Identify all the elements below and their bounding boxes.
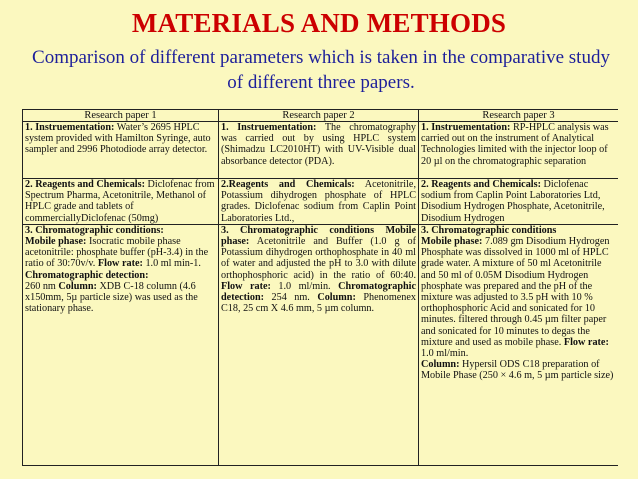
header-research-paper-2: Research paper 2 <box>219 110 419 122</box>
detection-label: Chromatographic detection: <box>25 269 149 281</box>
table-row-chromatographic-conditions <box>23 224 619 465</box>
cell-heading: 2. Reagents and Chemicals: <box>421 179 541 190</box>
flow-rate-label: Flow rate: <box>221 280 271 292</box>
slide-subtitle: Comparison of different parameters which is taken in the comparative study of different three papers. <box>32 47 610 93</box>
table-cell <box>23 122 219 179</box>
column-label: Column: <box>421 359 460 371</box>
mobile-phase-text: 7.089 gm Disodium Hydrogen Phosphate was dissolved in 1000 ml of HPLC grade water. A mixture of 50 ml Acetonitrile and 50 ml of 0.05M Disodium Hydrogen phosphate was prepared and the pH of the mixture was adjusted to 3.5 pH with 10 % orthophosphoric Acid and sonicated for 10 minutes. filtered through 0.45 µm filter paper and sonicated for 10 minutes to degas the mixture and used as mobile phase. <box>421 236 610 348</box>
cell-text: The chromatography was carried out by using HPLC system (Shimadzu LC2010HT) with UV-Visible dual absorbance detector (PDA). <box>221 122 417 167</box>
header-research-paper-3: Research paper 3 <box>419 110 619 122</box>
table-cell <box>219 179 419 225</box>
cell-heading: 3. Chromatographic conditions <box>221 224 375 236</box>
cell-text: Acetonitrile, Potassium dihydrogen phosphate of HPLC grades. Diclofenac sodium from Caplin Point Laboratories Ltd., <box>221 179 416 224</box>
mobile-phase-label: Mobile phase: <box>25 236 87 248</box>
cell-heading: 1. Instruementation: <box>221 122 317 133</box>
table-header-row <box>23 110 619 122</box>
table-cell <box>23 224 219 465</box>
cell-text: RP-HPLC analysis was carried out on the instrument of Analytical Technologies limited with the injector loop of 20 µl on the chromatographic separation <box>421 122 609 167</box>
cell-text: Diclofenac sodium from Caplin Point Laboratories Ltd, Disodium Hydrogen Phosphate, Acetonitrile, Disodium Hydrogen <box>421 179 605 224</box>
mobile-phase-label: Mobile phase: <box>221 224 417 248</box>
column-text: Hypersil ODS C18 preparation of Mobile Phase (250 × 4.6 m, 5 µm particle size) <box>421 359 614 382</box>
cell-text: Water’s 2695 HPLC system provided with Hamilton Syringe, auto sampler and 2996 Photodiode array detector. <box>25 122 211 156</box>
comparison-table-container <box>22 109 618 477</box>
flow-rate-text: 1.0 ml/min. <box>270 280 331 292</box>
table-cell <box>219 224 419 465</box>
table-row-instrumentation <box>23 122 619 179</box>
cell-heading: 2.Reagents and Chemicals: <box>221 179 355 190</box>
flow-rate-text: 1.0 ml/min. <box>421 348 469 360</box>
detection-text: 254 nm. <box>264 292 318 304</box>
detection-label: Chromatographic detection: <box>221 280 417 304</box>
flow-rate-label: Flow rate: <box>563 336 609 348</box>
cell-text: Diclofenac from Spectrum Pharma, Acetonitrile, Methanol of HPLC grade and tablets of commerciallyDiclofenac (50mg) <box>25 179 215 224</box>
mobile-phase-text: Acetonitrile and Buffer (1.0 g of Potassium dihydrogen orthophosphate in 40 ml of water and adjusted the pH to 3.0 with dilute orthophosphoric acid) in the ratio of 60:40. <box>221 236 416 281</box>
table-cell <box>419 179 619 225</box>
column-text: Phenomenex C18, 25 cm X 4.6 mm, 5 µm column. <box>221 292 416 315</box>
detection-text: 260 nm <box>25 280 59 292</box>
table-cell <box>219 122 419 179</box>
comparison-table <box>22 109 618 466</box>
cell-heading: 1. Instruementation: <box>25 122 115 133</box>
mobile-phase-label: Mobile phase: <box>421 236 483 248</box>
cell-heading: 1. Instruementation: <box>421 122 511 133</box>
table-cell <box>419 224 619 465</box>
column-label: Column: <box>58 280 97 292</box>
table-cell <box>23 179 219 225</box>
cell-heading: 3. Chromatographic conditions: <box>25 224 164 236</box>
column-text: XDB C-18 column (4.6 x150mm, 5µ particle size) was used as the stationary phase. <box>25 280 198 315</box>
flow-rate-label: Flow rate: <box>97 258 143 270</box>
cell-heading: 2. Reagents and Chemicals: <box>25 179 145 190</box>
header-research-paper-1: Research paper 1 <box>23 110 219 122</box>
flow-rate-text: 1.0 ml min-1. <box>142 258 201 270</box>
column-label: Column: <box>317 292 356 304</box>
cell-heading: 3. Chromatographic conditions <box>421 224 557 236</box>
table-row-reagents <box>23 179 619 225</box>
mobile-phase-text: Isocratic mobile phase acetonitrile: phosphate buffer (pH-3.4) in the ratio of 30:70v/v. <box>25 236 209 270</box>
slide-title: MATERIALS AND METHODS <box>131 8 507 38</box>
table-cell <box>419 122 619 179</box>
